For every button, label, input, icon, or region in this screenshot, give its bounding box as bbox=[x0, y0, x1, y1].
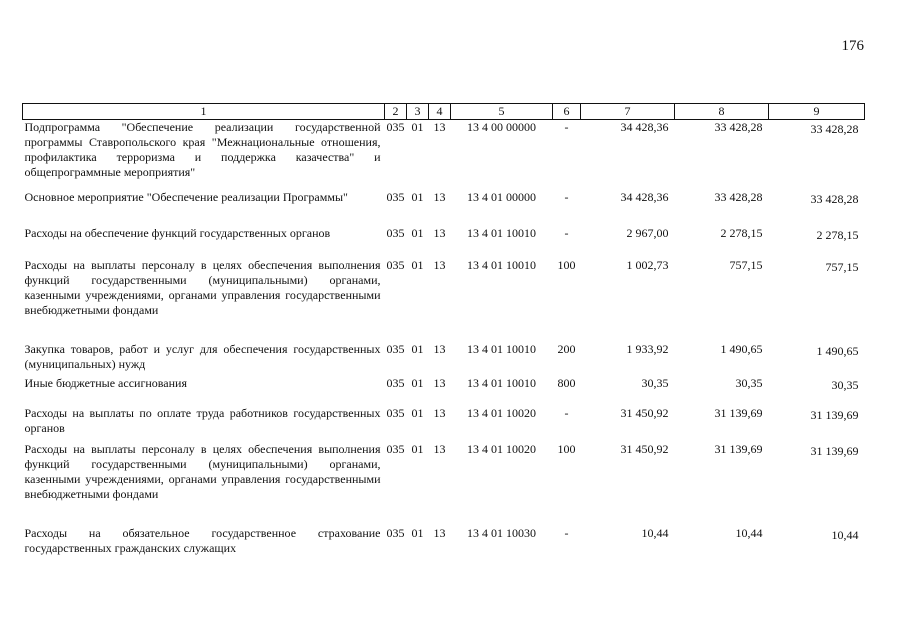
row-ministry-code: 035 bbox=[386, 341, 405, 356]
row-amount-col7: 30,35 bbox=[641, 375, 669, 390]
row-subsection-code: 13 bbox=[433, 441, 446, 456]
row-name: Расходы на выплаты персоналу в целях обеспечения выполнения функций государственными (муниципальными) органами, казенными учреждениями, органами управления государственными внебюджетными фондами bbox=[24, 441, 381, 501]
row-section-code: 01 bbox=[411, 341, 424, 356]
row-name: Основное мероприятие "Обеспечение реализации Программы" bbox=[24, 189, 348, 204]
row-subsection-code: 13 bbox=[433, 120, 446, 134]
row-amount-col8: 757,15 bbox=[729, 257, 763, 272]
row-section-code: 01 bbox=[411, 441, 424, 456]
row-expense-type: - bbox=[564, 189, 569, 204]
budget-table bbox=[22, 103, 865, 556]
row-target-code: 13 4 01 10020 bbox=[467, 441, 536, 456]
row-ministry-code: 035 bbox=[386, 189, 405, 204]
row-name: Подпрограмма "Обеспечение реализации государственной программы Ставропольского края "Межнациональные отношения, профилактика терроризма и поддержка казачества" и общепрограммные мероприятия" bbox=[24, 120, 381, 179]
table-row bbox=[23, 376, 865, 406]
row-target-code: 13 4 01 10010 bbox=[467, 341, 536, 356]
row-amount-col7: 2 967,00 bbox=[626, 225, 669, 240]
row-amount-col7: 34 428,36 bbox=[620, 189, 669, 204]
row-ministry-code: 035 bbox=[386, 405, 405, 420]
header-col-9: 9 bbox=[769, 104, 865, 120]
row-amount-col8: 33 428,28 bbox=[714, 120, 763, 134]
row-ministry-code: 035 bbox=[386, 257, 405, 272]
row-amount-col7: 1 002,73 bbox=[626, 257, 669, 272]
row-amount-col8: 2 278,15 bbox=[720, 225, 763, 240]
row-section-code: 01 bbox=[411, 189, 424, 204]
row-expense-type: 200 bbox=[557, 341, 576, 356]
row-amount-col7: 1 933,92 bbox=[626, 341, 669, 356]
row-name: Расходы на обеспечение функций государственных органов bbox=[24, 225, 331, 240]
row-expense-type: - bbox=[564, 120, 569, 134]
row-target-code: 13 4 01 10010 bbox=[467, 225, 536, 240]
table-row bbox=[23, 406, 865, 442]
header-col-1: 1 bbox=[23, 104, 385, 120]
header-col-2: 2 bbox=[385, 104, 407, 120]
row-target-code: 13 4 01 10020 bbox=[467, 405, 536, 420]
row-target-code: 13 4 00 00000 bbox=[467, 120, 536, 134]
row-amount-col7: 34 428,36 bbox=[620, 120, 669, 134]
row-target-code: 13 4 01 00000 bbox=[467, 189, 536, 204]
row-amount-col9: 33 428,28 bbox=[810, 191, 859, 206]
row-amount-col9: 10,44 bbox=[831, 527, 859, 542]
row-amount-col9: 757,15 bbox=[825, 259, 859, 274]
row-amount-col7: 31 450,92 bbox=[620, 405, 669, 420]
row-subsection-code: 13 bbox=[433, 405, 446, 420]
table-row bbox=[23, 442, 865, 526]
table-row bbox=[23, 258, 865, 342]
row-expense-type: 100 bbox=[557, 257, 576, 272]
row-amount-col8: 31 139,69 bbox=[714, 405, 763, 420]
row-section-code: 01 bbox=[411, 525, 424, 540]
row-subsection-code: 13 bbox=[433, 225, 446, 240]
table-row bbox=[23, 526, 865, 556]
row-subsection-code: 13 bbox=[433, 375, 446, 390]
row-amount-col8: 30,35 bbox=[735, 375, 763, 390]
row-section-code: 01 bbox=[411, 120, 424, 134]
row-amount-col7: 10,44 bbox=[641, 525, 669, 540]
header-col-6: 6 bbox=[553, 104, 581, 120]
row-amount-col9: 33 428,28 bbox=[810, 122, 859, 136]
table-row bbox=[23, 342, 865, 376]
header-row bbox=[23, 104, 865, 120]
row-name: Расходы на обязательное государственное страхование государственных гражданских служащих bbox=[24, 525, 381, 555]
table-row bbox=[23, 190, 865, 226]
row-amount-col8: 10,44 bbox=[735, 525, 763, 540]
row-ministry-code: 035 bbox=[386, 441, 405, 456]
row-section-code: 01 bbox=[411, 225, 424, 240]
header-col-5: 5 bbox=[451, 104, 553, 120]
row-ministry-code: 035 bbox=[386, 375, 405, 390]
row-subsection-code: 13 bbox=[433, 341, 446, 356]
row-amount-col8: 1 490,65 bbox=[720, 341, 763, 356]
row-ministry-code: 035 bbox=[386, 525, 405, 540]
row-name: Расходы на выплаты персоналу в целях обеспечения выполнения функций государственными (муниципальными) органами, казенными учреждениями, органами управления государственными внебюджетными фондами bbox=[24, 257, 381, 317]
header-col-3: 3 bbox=[407, 104, 429, 120]
row-amount-col9: 30,35 bbox=[831, 377, 859, 392]
row-name: Расходы на выплаты по оплате труда работников государственных органов bbox=[24, 405, 381, 435]
header-col-7: 7 bbox=[581, 104, 675, 120]
row-amount-col9: 31 139,69 bbox=[810, 443, 859, 458]
header-col-4: 4 bbox=[429, 104, 451, 120]
header-col-8: 8 bbox=[675, 104, 769, 120]
row-expense-type: 100 bbox=[557, 441, 576, 456]
row-amount-col8: 31 139,69 bbox=[714, 441, 763, 456]
row-expense-type: 800 bbox=[557, 375, 576, 390]
row-section-code: 01 bbox=[411, 405, 424, 420]
row-amount-col9: 31 139,69 bbox=[810, 407, 859, 422]
row-ministry-code: 035 bbox=[386, 225, 405, 240]
row-amount-col9: 1 490,65 bbox=[816, 343, 859, 358]
row-target-code: 13 4 01 10010 bbox=[467, 375, 536, 390]
table-body bbox=[23, 120, 865, 556]
row-subsection-code: 13 bbox=[433, 525, 446, 540]
row-expense-type: - bbox=[564, 225, 569, 240]
row-subsection-code: 13 bbox=[433, 257, 446, 272]
row-section-code: 01 bbox=[411, 257, 424, 272]
row-expense-type: - bbox=[564, 405, 569, 420]
row-section-code: 01 bbox=[411, 375, 424, 390]
row-name: Закупка товаров, работ и услуг для обеспечения государственных (муниципальных) нужд bbox=[24, 341, 381, 371]
row-name: Иные бюджетные ассигнования bbox=[24, 375, 187, 390]
row-amount-col7: 31 450,92 bbox=[620, 441, 669, 456]
table-row bbox=[23, 120, 865, 190]
table-row bbox=[23, 226, 865, 258]
row-target-code: 13 4 01 10030 bbox=[467, 525, 536, 540]
page-number: 176 bbox=[841, 38, 864, 54]
row-subsection-code: 13 bbox=[433, 189, 446, 204]
row-amount-col9: 2 278,15 bbox=[816, 227, 859, 242]
row-ministry-code: 035 bbox=[386, 120, 405, 134]
row-amount-col8: 33 428,28 bbox=[714, 189, 763, 204]
row-expense-type: - bbox=[564, 525, 569, 540]
row-target-code: 13 4 01 10010 bbox=[467, 257, 536, 272]
